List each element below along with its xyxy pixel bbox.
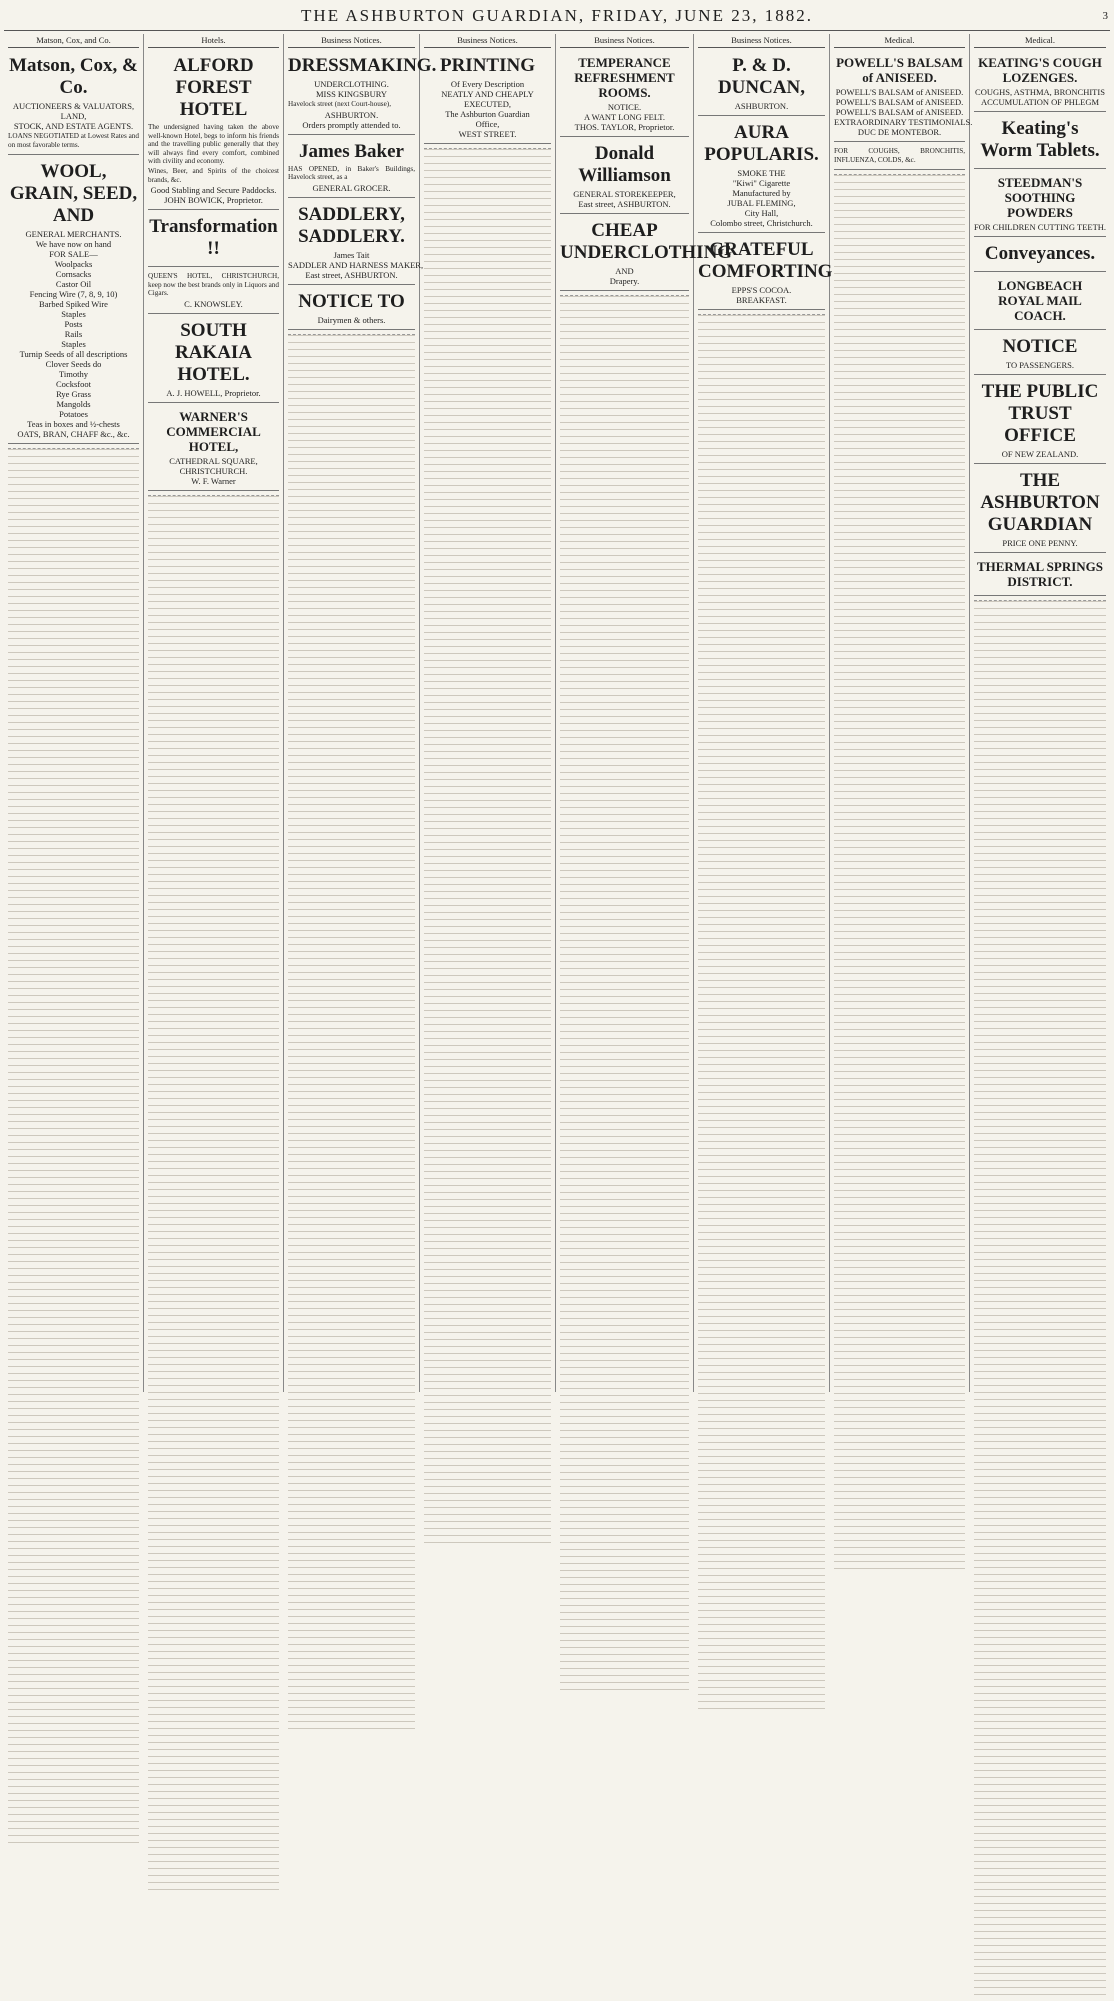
advertisement (834, 51, 973, 142)
advertisement (974, 274, 1106, 330)
ad-line: LAND, (60, 111, 87, 121)
ad-line: CATHEDRAL SQUARE, (169, 455, 258, 466)
advertisement (148, 316, 279, 403)
ad-line: STOCK, AND ESTATE AGENTS. (13, 121, 134, 131)
ad-line: THE ASHBURTON GUARDIAN (980, 470, 1100, 535)
advertisement (8, 51, 139, 155)
column-8 (970, 34, 1110, 1392)
ad-line: ACCUMULATION OF PHLEGM (980, 97, 1100, 107)
ad-line: SADDLER AND HARNESS MAKER, (288, 259, 424, 270)
ad-line: Orders promptly attended to. (302, 119, 401, 130)
untranscribed-remainder (8, 448, 139, 1849)
ad-line: Transformation !! (149, 216, 278, 260)
ad-line: GENERAL GROCER. (312, 182, 391, 193)
ad-line: A. J. HOWELL, Proprietor. (166, 387, 261, 398)
ad-line: Conveyances. (984, 243, 1096, 264)
ad-line: PRICE ONE PENNY. (1002, 538, 1078, 548)
column-header: Business Notices. (560, 34, 689, 48)
ad-line: OF NEW ZEALAND. (1001, 449, 1079, 459)
ad-line: Woolpacks (54, 259, 93, 270)
ad-line: DUC DE MONTEBOR. (857, 127, 942, 137)
ad-line: UNDERCLOTHING. (314, 79, 389, 89)
ad-line: NOTICE. (607, 102, 642, 112)
ad-line: James Baker (298, 140, 404, 162)
ad-line: AUCTIONEERS & VALUATORS, (12, 101, 135, 111)
ad-line: Teas in boxes and ½-chests (27, 419, 120, 430)
advertisement (974, 332, 1106, 375)
column-header: Business Notices. (424, 34, 551, 48)
ad-line: LONGBEACH ROYAL MAIL COACH. (997, 278, 1083, 323)
ad-line: POWELL'S BALSAM of ANISEED. (835, 97, 964, 107)
ad-line: COUGHS, ASTHMA, BRONCHITIS (975, 87, 1105, 97)
ad-line: Cornsacks (55, 269, 92, 280)
column-2 (144, 34, 284, 1392)
ad-line: KEATING'S COUGH LOZENGES. (978, 55, 1102, 85)
column-5 (556, 34, 733, 1392)
untranscribed-remainder (698, 314, 825, 1715)
advertisement (148, 269, 279, 314)
ad-line: Fencing Wire (7, 8, 9, 10) (29, 289, 118, 300)
masthead (4, 4, 1110, 31)
ad-line: The undersigned having taken the above well-known Hotel, begs to inform his friends and the travelling public generally that they will always find every comfort, combined with civility and economy. (148, 123, 279, 166)
ad-line: Keating's Worm Tablets. (980, 118, 1100, 161)
ad-line: JUBAL FLEMING, (727, 198, 796, 208)
ad-line: Office, (475, 119, 500, 129)
ad-line: NOTICE (1002, 336, 1078, 357)
ad-line: James Tait (333, 249, 370, 260)
column-header: Business Notices. (288, 34, 415, 48)
ad-line: THE PUBLIC TRUST OFFICE (981, 381, 1099, 446)
ad-line: LOANS NEGOTIATED at Lowest Rates and on most favorable terms. (8, 132, 139, 149)
advertisement (148, 212, 279, 267)
ad-line: FOR COUGHS, BRONCHITIS, INFLUENZA, COLDS, &c. (834, 147, 965, 164)
advertisement (974, 555, 1106, 596)
advertisement (974, 377, 1106, 464)
ad-line: Good Stabling and Secure Paddocks. (150, 185, 277, 196)
ad-line: WARNER'S COMMERCIAL HOTEL, (166, 408, 261, 454)
ad-line: WOOL, GRAIN, SEED, AND (9, 161, 138, 227)
ad-line: EXTRAORDINARY TESTIMONIALS. (834, 117, 973, 127)
advertisement (288, 200, 424, 285)
ad-line: Havelock street (next Court-house), (288, 100, 391, 108)
ad-line: OATS, BRAN, CHAFF &c., &c. (17, 429, 130, 440)
column-3 (284, 34, 437, 1392)
ad-line: Staples (61, 309, 86, 320)
advertisement (974, 171, 1106, 237)
column-header: Business Notices. (698, 34, 825, 48)
columns (4, 34, 1110, 1392)
advertisement (698, 235, 833, 310)
ad-line: C. KNOWSLEY. (184, 298, 243, 309)
ad-line: The Ashburton Guardian (445, 109, 530, 119)
ad-line: MISS KINGSBURY (315, 89, 388, 99)
column-6 (694, 34, 833, 1392)
advertisement (288, 287, 415, 330)
advertisement (698, 51, 825, 116)
newspaper-page (4, 4, 1110, 1392)
ad-line: Potatoes (59, 409, 88, 420)
ad-line: THERMAL SPRINGS DISTRICT. (976, 559, 1104, 589)
ad-line: PRINTING (439, 55, 535, 76)
untranscribed-remainder (288, 334, 415, 1735)
ad-line: A WANT LONG FELT. (584, 112, 665, 122)
column-header: Hotels. (148, 34, 279, 48)
ad-line: ALFORD FOREST HOTEL (173, 55, 254, 120)
ad-line: SADDLERY, SADDLERY. (298, 203, 405, 247)
ad-line: GRATEFUL COMFORTING (698, 239, 833, 282)
ad-line: We have now on hand (35, 239, 112, 250)
advertisement (8, 157, 139, 444)
advertisement (974, 239, 1106, 272)
ad-line: Drapery. (609, 276, 640, 286)
advertisement (698, 118, 825, 233)
ad-line: JOHN BOWICK, Proprietor. (164, 195, 263, 206)
ad-line: CHEAP UNDERCLOTHING (560, 220, 733, 263)
ad-line: DRESSMAKING. (288, 55, 437, 76)
ad-line: GENERAL STOREKEEPER, (573, 189, 676, 199)
newspaper-title: THE ASHBURTON GUARDIAN, FRIDAY, JUNE 23, 1882. (301, 6, 813, 25)
untranscribed-remainder (560, 295, 689, 1696)
advertisement (560, 51, 689, 137)
column-header: Medical. (974, 34, 1106, 48)
advertisement (148, 405, 279, 491)
ad-line: TO PASSENGERS. (1005, 360, 1075, 370)
ad-line: NOTICE TO (298, 290, 405, 312)
ad-line: Wines, Beer, and Spirits of the choicest brands, &c. (148, 166, 279, 184)
advertisement (424, 51, 551, 144)
advertisement (834, 144, 965, 170)
ad-line: Barbed Spiked Wire (39, 299, 108, 310)
ad-line: NEATLY AND CHEAPLY (441, 89, 534, 99)
ad-line: BREAKFAST. (736, 295, 787, 305)
ad-line: Dairymen & others. (317, 314, 386, 325)
advertisement (974, 51, 1106, 112)
ad-line: Turnip Seeds of all descriptions (19, 349, 128, 360)
ad-line: GENERAL MERCHANTS. (25, 229, 122, 240)
advertisement (148, 51, 279, 210)
advertisement (974, 466, 1106, 553)
ad-line: STEEDMAN'S SOOTHING POWDERS (997, 175, 1083, 220)
ad-line: Colombo street, Christchurch. (710, 218, 813, 228)
ad-line: EPPS'S COCOA. (731, 285, 792, 295)
ad-line: ASHBURTON. (324, 109, 379, 120)
page-number: 3 (1102, 10, 1108, 22)
untranscribed-remainder (424, 148, 551, 1549)
column-1 (4, 34, 144, 1392)
column-header: Medical. (834, 34, 965, 48)
ad-line: City Hall, (744, 208, 779, 218)
ad-line: Timothy (59, 369, 88, 380)
ad-line: Clover Seeds do (45, 359, 102, 370)
ad-line: Castor Oil (55, 279, 92, 290)
advertisement (288, 51, 437, 135)
ad-line: Mangolds (56, 399, 91, 410)
ad-line: Manufactured by (732, 188, 791, 198)
ad-line: East street, ASHBURTON. (578, 199, 671, 209)
ad-line: Matson, Cox, & Co. (9, 55, 138, 98)
ad-line: P. & D. DUNCAN, (717, 55, 806, 98)
column-4 (420, 34, 556, 1392)
ad-line: FOR CHILDREN CUTTING TEETH. (974, 222, 1107, 232)
ad-line: THOS. TAYLOR, Proprietor. (574, 122, 675, 132)
ad-line: Of Every Description (450, 79, 525, 89)
ad-line: Rye Grass (56, 389, 91, 400)
ad-line: East street, ASHBURTON. (305, 269, 398, 280)
ad-line: POWELL'S BALSAM of ANISEED. (836, 55, 963, 85)
ad-line: SOUTH RAKAIA HOTEL. (174, 319, 253, 385)
ad-line: FOR SALE— (49, 249, 98, 260)
column-7 (830, 34, 973, 1392)
ad-line: SMOKE THE (737, 168, 786, 178)
ad-line: Donald Williamson (578, 143, 671, 186)
untranscribed-remainder (148, 495, 279, 1896)
ad-line: Cocksfoot (56, 379, 91, 390)
ad-line: AURA POPULARIS. (704, 122, 819, 165)
ad-line: POWELL'S BALSAM of ANISEED. (835, 87, 964, 97)
ad-line: POWELL'S BALSAM of ANISEED. (835, 107, 964, 117)
untranscribed-remainder (974, 600, 1106, 2001)
advertisement (560, 216, 733, 291)
ad-line: AND (615, 266, 634, 276)
advertisement (974, 114, 1106, 169)
ad-line: WEST STREET. (458, 129, 517, 139)
column-header: Matson, Cox, and Co. (8, 34, 139, 48)
ad-line: TEMPERANCE REFRESHMENT ROOMS. (574, 55, 675, 100)
ad-line: Posts (64, 319, 83, 330)
ad-line: "Kiwi" Cigarette (732, 178, 791, 188)
ad-line: ASHBURTON. (734, 101, 789, 111)
ad-line: CHRISTCHURCH. (179, 465, 248, 476)
ad-line: QUEEN'S HOTEL, CHRISTCHURCH, keep now the best brands only in Liquors and Cigars. (148, 272, 279, 298)
untranscribed-remainder (834, 174, 965, 1575)
ad-line: EXECUTED, (464, 99, 511, 109)
ad-line: Staples (61, 339, 86, 350)
ad-line: Rails (64, 329, 83, 340)
ad-line: W. F. Warner (191, 475, 236, 486)
advertisement (560, 139, 689, 214)
ad-line: HAS OPENED, in Baker's Buildings, Havelock street, as a (288, 164, 415, 182)
advertisement (288, 137, 415, 198)
